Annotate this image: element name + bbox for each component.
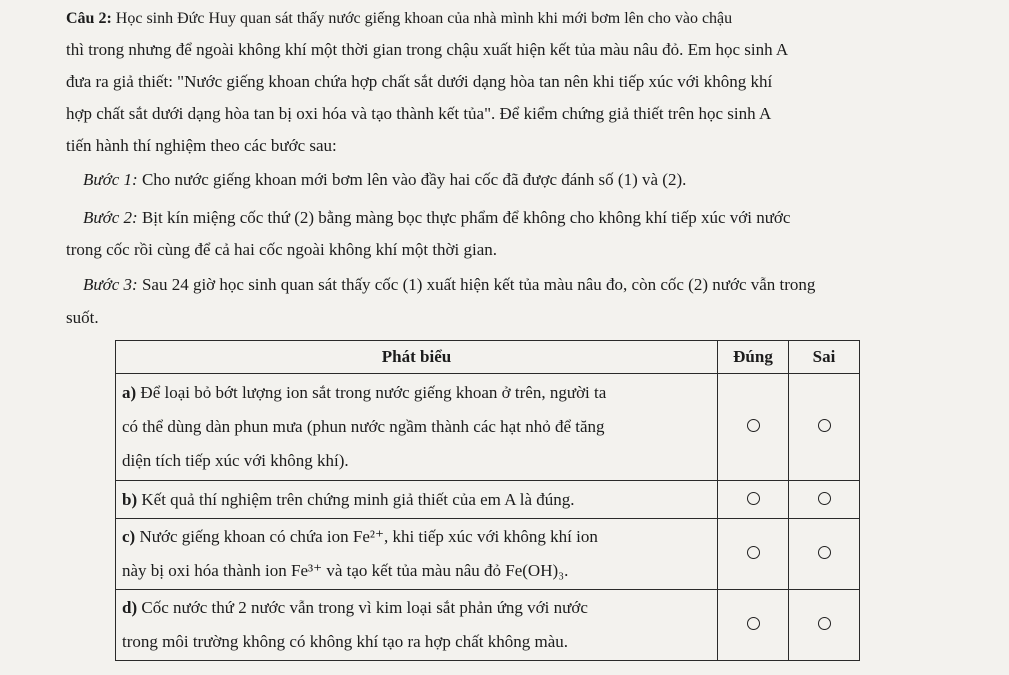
true-option-c[interactable] bbox=[718, 519, 789, 590]
radio-icon bbox=[818, 546, 831, 559]
step-label: Bước 2: bbox=[83, 208, 138, 227]
step-3: Bước 3: Sau 24 giờ học sinh quan sát thấy cốc (1) xuất hiện kết tủa màu nâu đo, còn cốc (2) nước vẫn trong bbox=[83, 275, 816, 294]
step-1: Bước 1: Cho nước giếng khoan mới bơm lên vào đầy hai cốc đã được đánh số (1) và (2). bbox=[83, 170, 687, 189]
question-line-4: hợp chất sắt dưới dạng hòa tan bị oxi hóa và tạo thành kết tủa". Để kiểm chứng giả thiết trên học sinh A bbox=[66, 104, 772, 123]
radio-icon bbox=[818, 419, 831, 432]
radio-icon bbox=[747, 546, 760, 559]
question-line-1: Câu 2: Học sinh Đức Huy quan sát thấy nước giếng khoan của nhà mình khi mới bơm lên cho vào chậu bbox=[66, 10, 733, 27]
statement-c: c) Nước giếng khoan có chứa ion Fe²⁺, khi tiếp xúc với không khí ion này bị oxi hóa thành ion Fe³⁺ và tạo kết tủa màu nâu đỏ Fe(OH)₃. bbox=[116, 519, 718, 590]
true-option-b[interactable] bbox=[718, 481, 789, 519]
true-false-table bbox=[115, 340, 860, 661]
step-2: Bước 2: Bịt kín miệng cốc thứ (2) bằng màng bọc thực phẩm để không cho không khí tiếp xúc với nước bbox=[83, 208, 791, 227]
true-option-d[interactable] bbox=[718, 590, 789, 661]
table-row bbox=[116, 374, 860, 481]
table-header-row bbox=[116, 341, 860, 374]
radio-icon bbox=[818, 617, 831, 630]
table-row bbox=[116, 481, 860, 519]
true-option-a[interactable] bbox=[718, 374, 789, 481]
false-option-d[interactable] bbox=[789, 590, 860, 661]
radio-icon bbox=[747, 492, 760, 505]
header-true: Đúng bbox=[718, 341, 789, 374]
false-option-a[interactable] bbox=[789, 374, 860, 481]
statement-d: d) Cốc nước thứ 2 nước vẫn trong vì kim loại sắt phản ứng với nước trong môi trường không có không khí tạo ra hợp chất không màu. bbox=[116, 590, 718, 661]
step-2-continued: trong cốc rồi cùng để cả hai cốc ngoài không khí một thời gian. bbox=[66, 240, 498, 259]
step-3-continued: suốt. bbox=[66, 308, 99, 327]
question-line-3: đưa ra giả thiết: "Nước giếng khoan chứa hợp chất sắt dưới dạng hòa tan nên khi tiếp xúc với không khí bbox=[66, 72, 773, 91]
header-false: Sai bbox=[789, 341, 860, 374]
question-title: Câu 2: bbox=[66, 10, 112, 27]
statement-a: a) Để loại bỏ bớt lượng ion sắt trong nước giếng khoan ở trên, người ta có thể dùng dàn phun mưa (phun nước ngầm thành các hạt nhỏ để tăng diện tích tiếp xúc với không khí). bbox=[116, 374, 718, 481]
radio-icon bbox=[747, 419, 760, 432]
header-statement: Phát biểu bbox=[116, 341, 718, 374]
question-line-5: tiến hành thí nghiệm theo các bước sau: bbox=[66, 136, 337, 155]
radio-icon bbox=[747, 617, 760, 630]
step-label: Bước 3: bbox=[83, 275, 138, 294]
step-label: Bước 1: bbox=[83, 170, 138, 189]
statement-b: b) Kết quả thí nghiệm trên chứng minh giả thiết của em A là đúng. bbox=[116, 481, 718, 519]
false-option-b[interactable] bbox=[789, 481, 860, 519]
question-line-2: thì trong nhưng để ngoài không khí một thời gian trong chậu xuất hiện kết tủa màu nâu đỏ. Em học sinh A bbox=[66, 40, 789, 59]
table-row bbox=[116, 590, 860, 661]
false-option-c[interactable] bbox=[789, 519, 860, 590]
radio-icon bbox=[818, 492, 831, 505]
table-row bbox=[116, 519, 860, 590]
